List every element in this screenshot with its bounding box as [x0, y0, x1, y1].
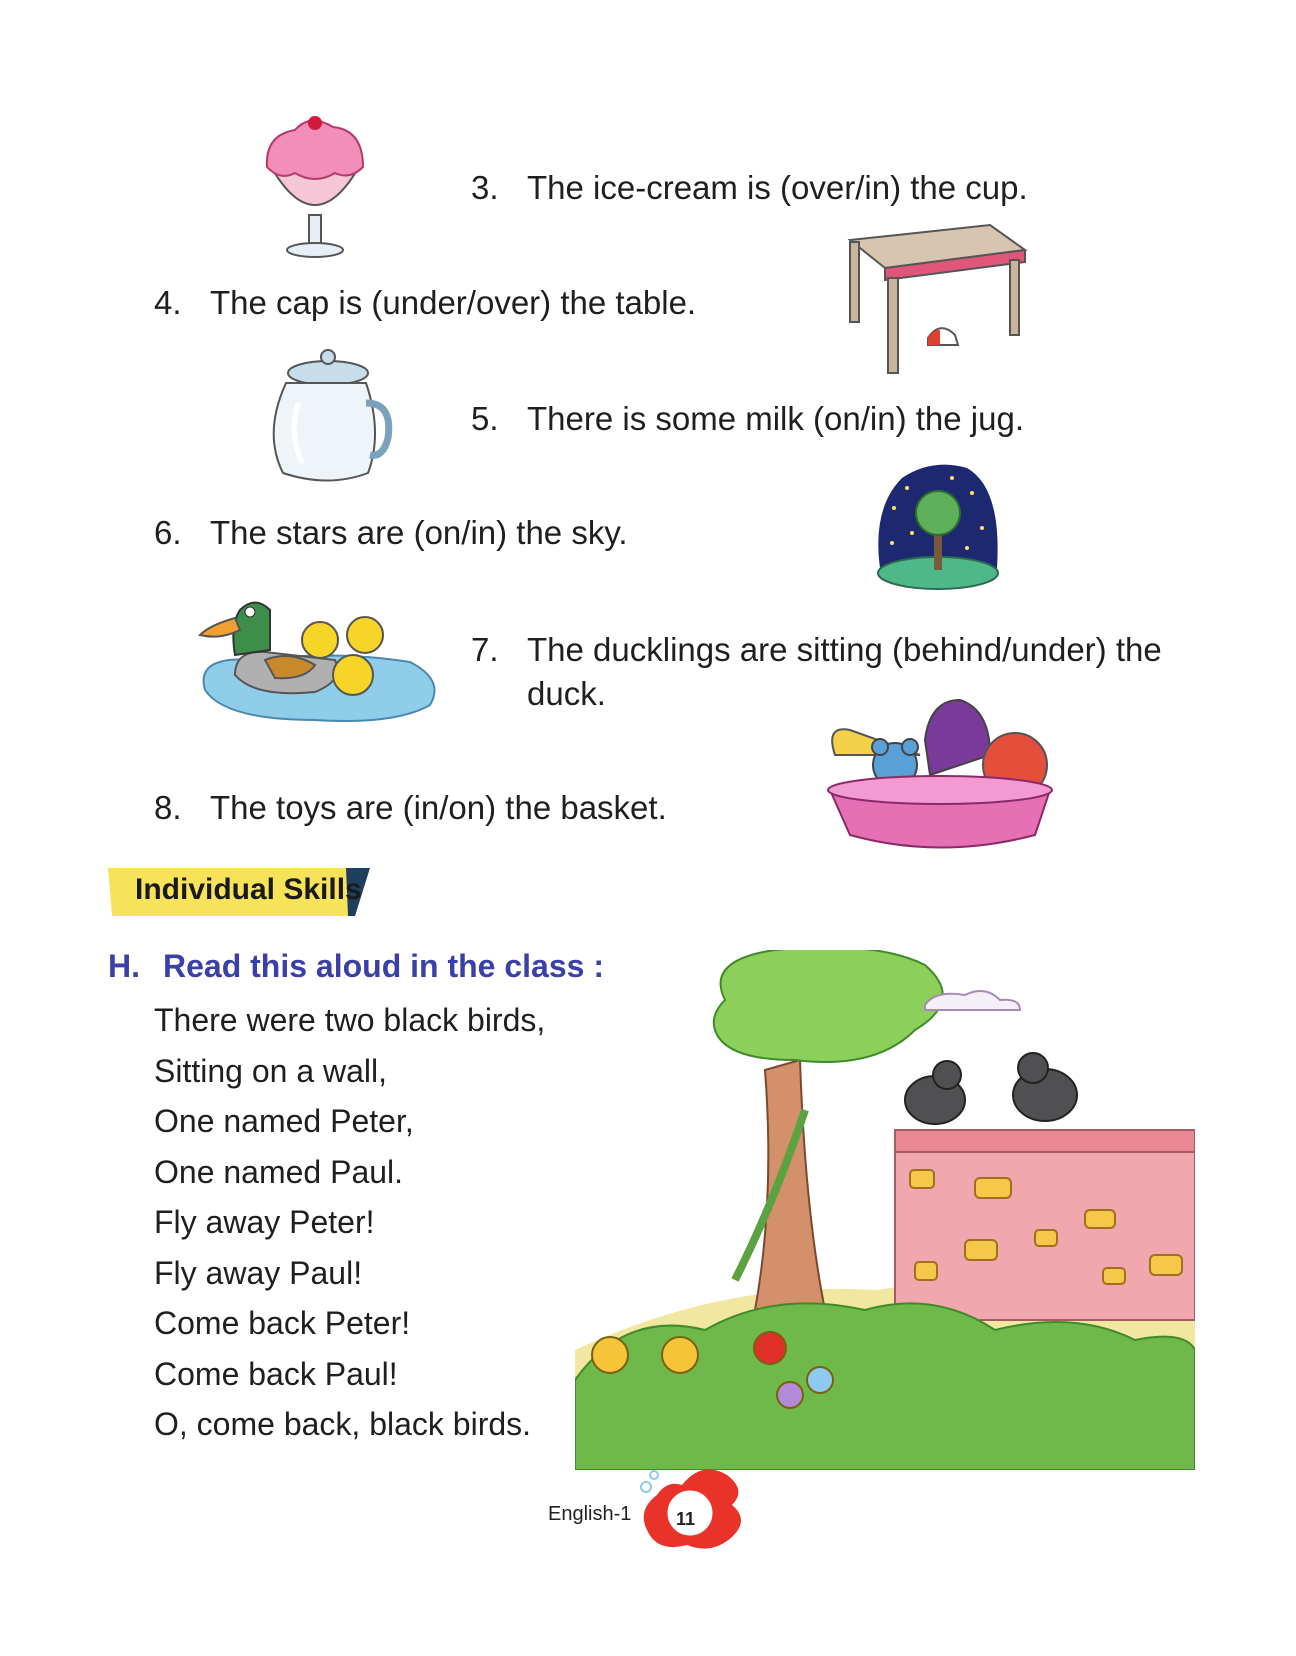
question-text-continued: duck. — [527, 675, 606, 712]
ice-cream-illustration — [255, 105, 375, 260]
poem — [154, 995, 545, 1450]
exercise-letter: H. — [108, 948, 140, 984]
question-4 — [154, 281, 696, 325]
poem-line: One named Paul. — [154, 1153, 404, 1190]
poem-line: Fly away Paul! — [154, 1254, 363, 1291]
poem-line: Sitting on a wall, — [154, 1052, 388, 1089]
question-5 — [471, 397, 1024, 441]
question-8 — [154, 786, 667, 830]
section-banner-title: Individual Skills — [135, 873, 362, 906]
question-number: 4. — [154, 284, 182, 321]
toy-basket-illustration — [820, 695, 1060, 855]
night-sky-tree-illustration — [872, 458, 1004, 593]
question-number: 3. — [471, 169, 499, 206]
question-text: There is some milk (on/in) the jug. — [527, 400, 1025, 437]
question-number: 5. — [471, 400, 499, 437]
question-6 — [154, 511, 628, 555]
exercise-title: Read this aloud in the class : — [163, 948, 604, 984]
birds-on-wall-illustration — [575, 950, 1195, 1470]
question-number: 8. — [154, 789, 182, 826]
poem-line: There were two black birds, — [154, 1002, 546, 1038]
question-text: The ducklings are sitting (behind/under) the — [527, 631, 1162, 668]
question-number: 6. — [154, 514, 182, 551]
question-text: The ice-cream is (over/in) the cup. — [527, 169, 1028, 206]
question-text: The toys are (in/on) the basket. — [210, 789, 667, 826]
milk-jug-illustration — [258, 343, 398, 488]
poem-line: Come back Peter! — [154, 1305, 411, 1341]
question-3 — [471, 166, 1028, 210]
poem-line: Come back Paul! — [154, 1355, 398, 1392]
poem-line: One named Peter, — [154, 1103, 414, 1139]
question-text: The stars are (on/in) the sky. — [210, 514, 628, 551]
book-title: English-1 — [548, 1503, 632, 1525]
question-number: 7. — [471, 631, 499, 668]
poem-line: O, come back, black birds. — [154, 1406, 532, 1442]
question-text: The cap is (under/over) the table. — [210, 284, 697, 321]
poem-line: Fly away Peter! — [154, 1204, 375, 1240]
page-number: 11 — [676, 1509, 696, 1529]
table-with-cap-illustration — [840, 220, 1030, 380]
exercise-heading — [108, 948, 604, 985]
duck-ducklings-illustration — [195, 580, 445, 730]
